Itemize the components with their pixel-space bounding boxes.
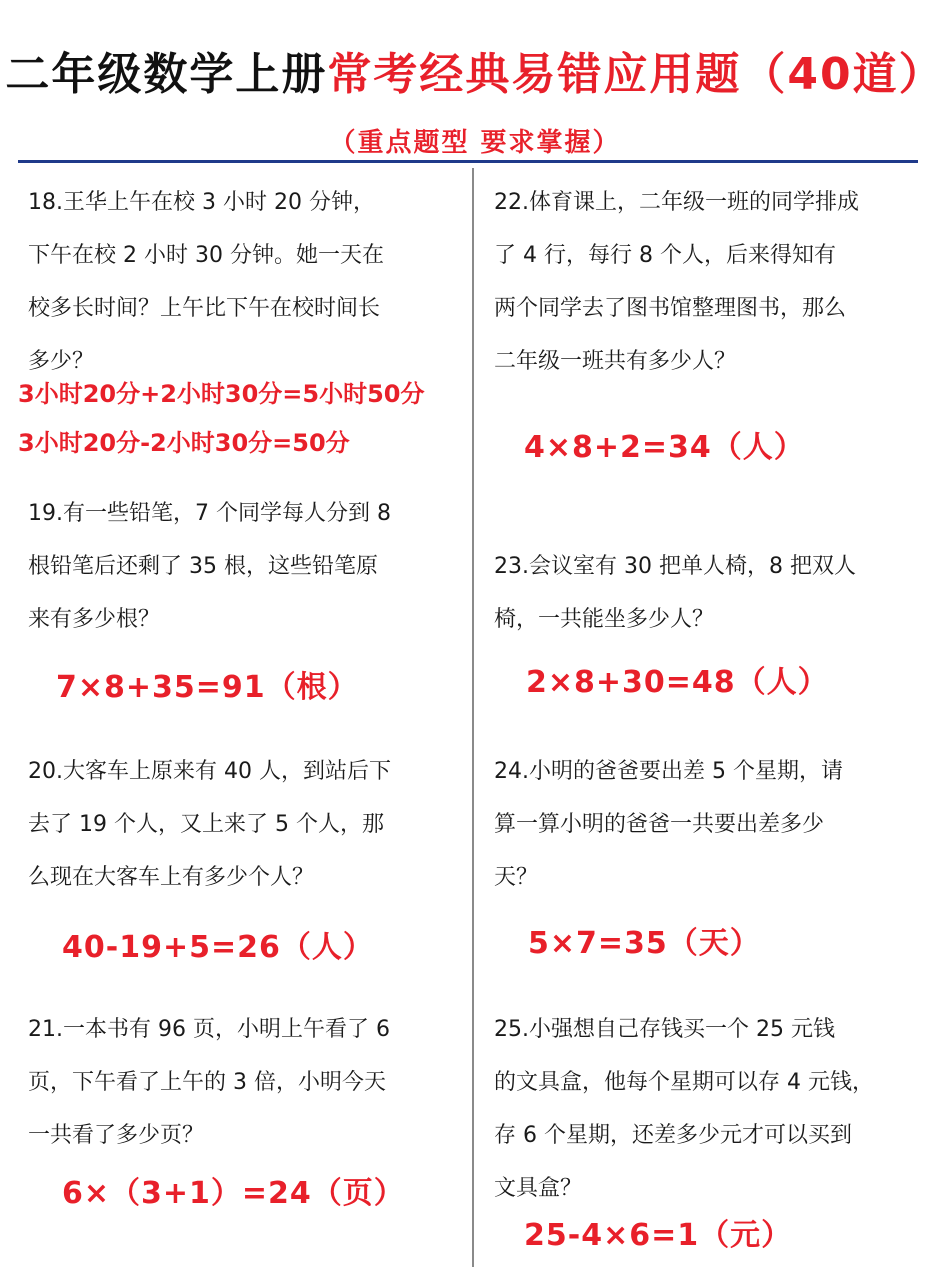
question-line: 二年级一班共有多少人？ bbox=[494, 349, 737, 374]
question-24 bbox=[494, 745, 843, 904]
question-line: 多少？ bbox=[28, 349, 95, 374]
column-divider bbox=[472, 168, 474, 1267]
answer-18b: 3小时20分-2小时30分=50分 bbox=[18, 429, 350, 457]
question-line: 么现在大客车上有多少个人？ bbox=[28, 865, 315, 890]
question-line: 天？ bbox=[494, 865, 539, 890]
subtitle: （重点题型 要求掌握） bbox=[329, 128, 621, 158]
question-line: 21.一本书有 96 页，小明上午看了 6 bbox=[28, 1017, 390, 1042]
answer-23: 2×8+30=48（人） bbox=[526, 665, 829, 700]
question-line: 根铅笔后还剩了 35 根，这些铅笔原 bbox=[28, 554, 378, 579]
question-line: 来有多少根？ bbox=[28, 607, 161, 632]
question-line: 下午在校 2 小时 30 分钟。她一天在 bbox=[28, 243, 384, 268]
answer-24: 5×7=35（天） bbox=[528, 926, 761, 961]
title-red-part: 常考经典易错应用题（40道） bbox=[327, 49, 945, 100]
answer-22: 4×8+2=34（人） bbox=[524, 430, 805, 465]
title-black-part: 二年级数学上册 bbox=[5, 49, 328, 100]
page-title bbox=[0, 38, 950, 102]
question-line: 25.小强想自己存钱买一个 25 元钱 bbox=[494, 1017, 835, 1042]
question-line: 校多长时间？上午比下午在校时间长 bbox=[28, 296, 381, 321]
question-line: 一共看了多少页？ bbox=[28, 1123, 205, 1148]
header-divider bbox=[18, 160, 918, 163]
question-23 bbox=[494, 540, 856, 646]
question-line: 算一算小明的爸爸一共要出差多少 bbox=[494, 812, 825, 837]
question-18 bbox=[28, 176, 384, 388]
question-line: 18.王华上午在校 3 小时 20 分钟， bbox=[28, 190, 375, 215]
question-21 bbox=[28, 1003, 390, 1162]
question-20 bbox=[28, 745, 391, 904]
question-line: 两个同学去了图书馆整理图书，那么 bbox=[494, 296, 847, 321]
answer-18a: 3小时20分+2小时30分=5小时50分 bbox=[18, 380, 425, 408]
question-line: 了 4 行，每行 8 个人，后来得知有 bbox=[494, 243, 836, 268]
question-line: 存 6 个星期，还差多少元才可以买到 bbox=[494, 1123, 852, 1148]
question-line: 23.会议室有 30 把单人椅，8 把双人 bbox=[494, 554, 856, 579]
question-line: 页，下午看了上午的 3 倍，小明今天 bbox=[28, 1070, 386, 1095]
question-line: 椅，一共能坐多少人？ bbox=[494, 607, 715, 632]
question-22 bbox=[494, 176, 859, 388]
question-line: 19.有一些铅笔，7 个同学每人分到 8 bbox=[28, 501, 391, 526]
question-line: 20.大客车上原来有 40 人，到站后下 bbox=[28, 759, 391, 784]
question-line: 24.小明的爸爸要出差 5 个星期，请 bbox=[494, 759, 843, 784]
question-line: 文具盒？ bbox=[494, 1176, 583, 1201]
answer-20: 40-19+5=26（人） bbox=[62, 930, 374, 965]
question-line: 去了 19 个人，又上来了 5 个人，那 bbox=[28, 812, 384, 837]
answer-21: 6×（3+1）=24（页） bbox=[62, 1176, 405, 1211]
answer-19: 7×8+35=91（根） bbox=[56, 670, 359, 705]
question-19 bbox=[28, 487, 391, 646]
question-line: 22.体育课上，二年级一班的同学排成 bbox=[494, 190, 859, 215]
answer-25: 25-4×6=1（元） bbox=[524, 1218, 793, 1253]
question-25 bbox=[494, 1003, 874, 1215]
question-line: 的文具盒，他每个星期可以存 4 元钱， bbox=[494, 1070, 874, 1095]
